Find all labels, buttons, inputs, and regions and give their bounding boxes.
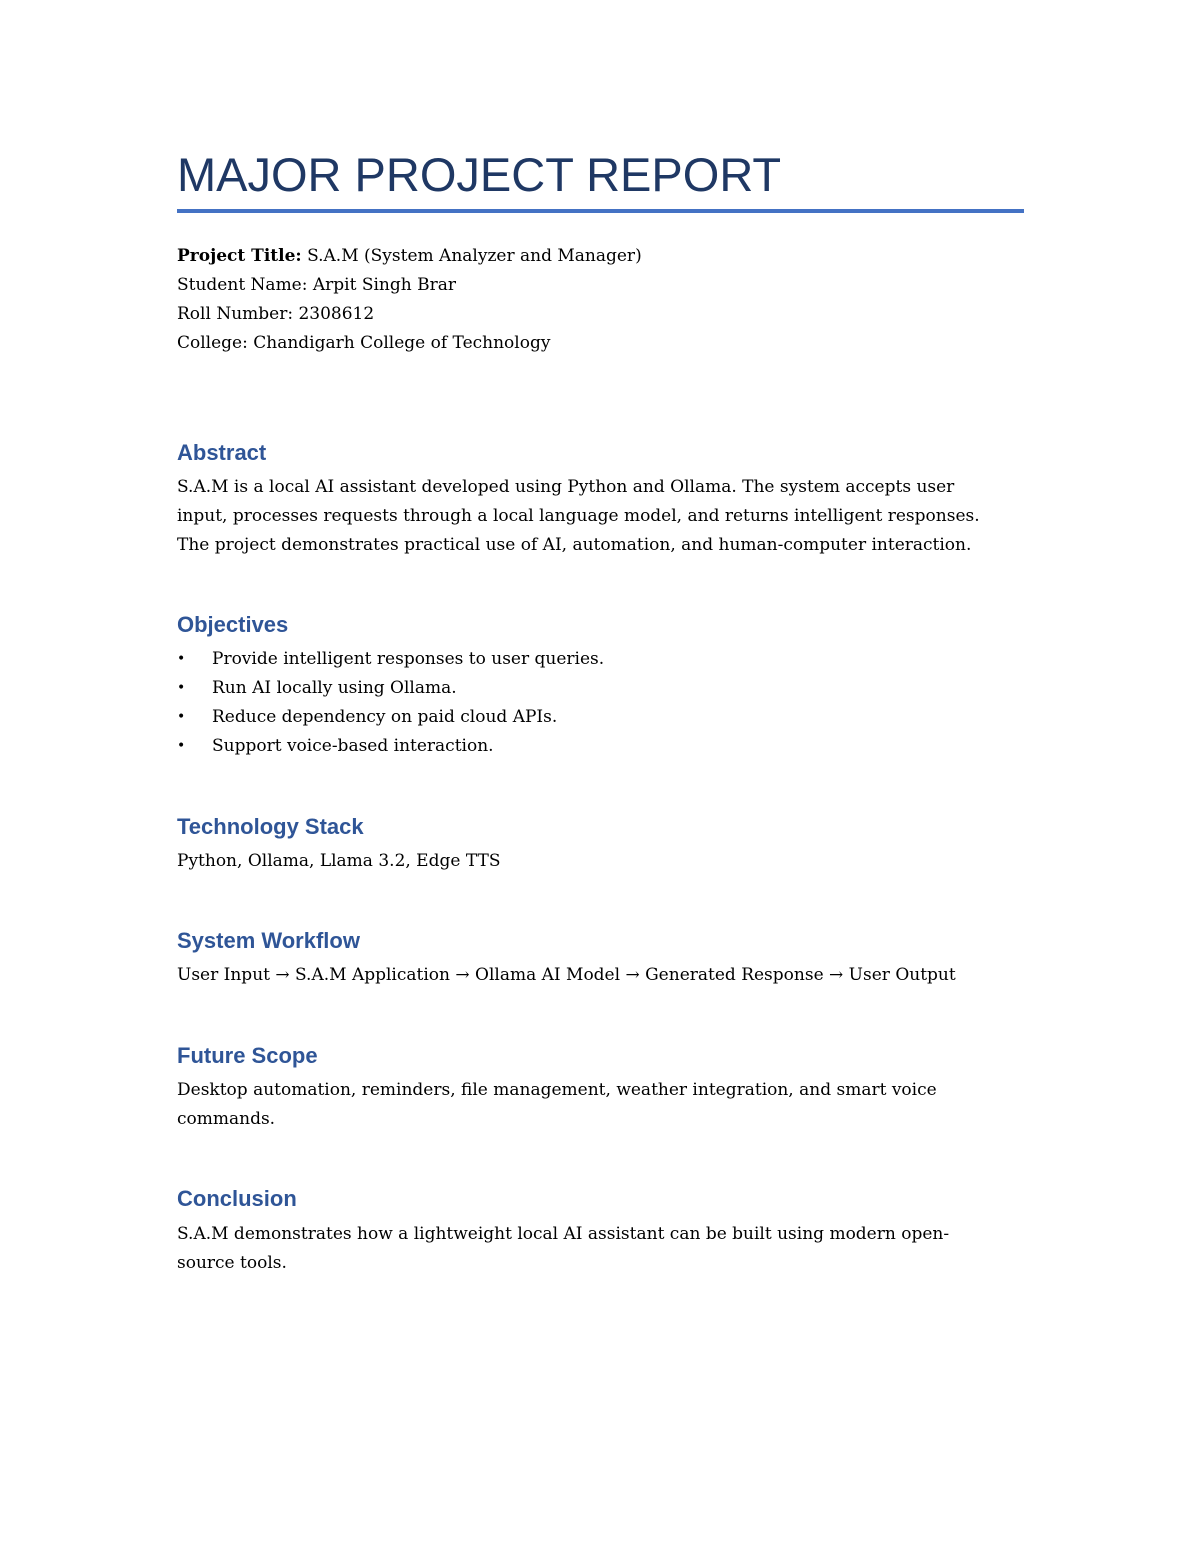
- list-item: [177, 732, 604, 761]
- list-item-text: Support voice-based interaction.: [212, 736, 494, 756]
- list-item-text: Run AI locally using Ollama.: [212, 678, 457, 698]
- document-title: MAJOR PROJECT REPORT: [177, 148, 782, 201]
- system-workflow-heading: System Workflow: [177, 928, 360, 953]
- conclusion-paragraph: [177, 1220, 949, 1278]
- roll-number-line: Roll Number: 2308612: [177, 304, 375, 324]
- abstract-paragraph: [177, 473, 980, 560]
- conclusion-line: S.A.M demonstrates how a lightweight local AI assistant can be built using modern open-: [177, 1224, 950, 1244]
- list-item-text: Provide intelligent responses to user queries.: [212, 649, 605, 669]
- future-scope-heading: Future Scope: [177, 1043, 318, 1068]
- future-scope-line: commands.: [177, 1109, 276, 1129]
- objectives-heading: Objectives: [177, 612, 289, 637]
- bullet-icon: •: [177, 709, 186, 725]
- list-item: [177, 674, 604, 703]
- conclusion-line: source tools.: [177, 1253, 287, 1273]
- college-line: College: Chandigarh College of Technology: [177, 333, 551, 353]
- conclusion-heading: Conclusion: [177, 1186, 297, 1211]
- objectives-list: [177, 645, 604, 761]
- list-item: [177, 703, 604, 732]
- project-title-label: Project Title:: [177, 246, 302, 266]
- project-title-line: [177, 242, 642, 271]
- title-underline-rule: [177, 209, 1024, 213]
- abstract-line: The project demonstrates practical use of AI, automation, and human-computer interaction.: [177, 535, 972, 555]
- technology-stack-text: Python, Ollama, Llama 3.2, Edge TTS: [177, 851, 501, 871]
- list-item: [177, 645, 604, 674]
- abstract-line: input, processes requests through a local language model, and returns intelligent responses.: [177, 506, 980, 526]
- system-workflow-text: User Input → S.A.M Application → Ollama AI Model → Generated Response → User Output: [177, 965, 956, 985]
- project-info-block: [177, 242, 642, 358]
- future-scope-line: Desktop automation, reminders, file management, weather integration, and smart voice: [177, 1080, 937, 1100]
- future-scope-paragraph: [177, 1076, 937, 1134]
- abstract-line: S.A.M is a local AI assistant developed using Python and Ollama. The system accepts user: [177, 477, 955, 497]
- bullet-icon: •: [177, 738, 186, 754]
- bullet-icon: •: [177, 651, 186, 667]
- student-name-line: Student Name: Arpit Singh Brar: [177, 275, 456, 295]
- list-item-text: Reduce dependency on paid cloud APIs.: [212, 707, 558, 727]
- technology-stack-heading: Technology Stack: [177, 814, 364, 839]
- project-title-value: S.A.M (System Analyzer and Manager): [301, 246, 642, 266]
- abstract-heading: Abstract: [177, 440, 267, 465]
- bullet-icon: •: [177, 680, 186, 696]
